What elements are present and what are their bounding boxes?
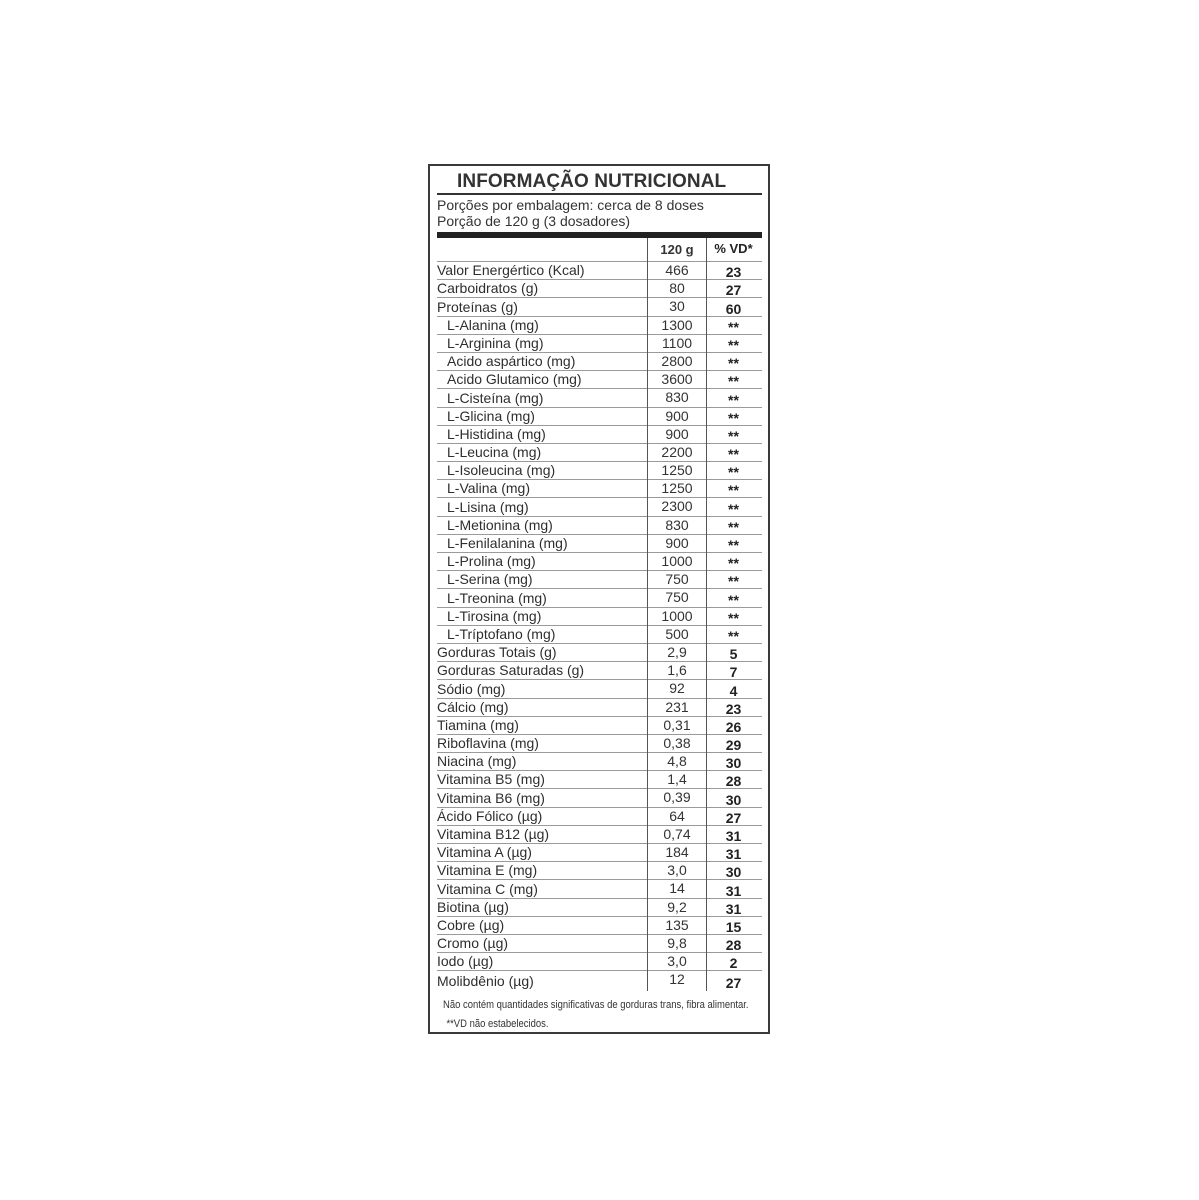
nutrient-amount: 0,31 xyxy=(647,717,707,735)
nutrient-name: L-Arginina (mg) xyxy=(447,334,544,351)
nutrient-dv: 30 xyxy=(725,791,742,808)
table-row xyxy=(437,498,762,516)
nutrient-dv: ** xyxy=(728,591,739,608)
nutrient-amount: 2200 xyxy=(647,444,707,462)
nutrient-amount: 231 xyxy=(647,699,707,717)
table-row xyxy=(437,553,762,571)
nutrient-amount: 30 xyxy=(647,298,707,316)
nutrient-amount: 3,0 xyxy=(647,953,707,971)
nutrient-amount: 1300 xyxy=(647,317,707,335)
nutrient-name: L-Fenilalanina (mg) xyxy=(447,535,568,551)
nutrient-dv: 23 xyxy=(725,264,742,281)
nutrient-amount: 900 xyxy=(647,426,707,444)
nutrient-name: L-Glicina (mg) xyxy=(447,407,535,424)
nutrient-amount: 12 xyxy=(647,971,707,990)
nutrient-name: Proteínas (g) xyxy=(437,298,518,315)
table-row xyxy=(437,444,762,462)
nutrient-dv: ** xyxy=(728,355,739,372)
nutrient-name: L-Isoleucina (mg) xyxy=(447,462,556,479)
nutrient-dv: 27 xyxy=(725,974,742,991)
nutrient-dv: 30 xyxy=(725,864,742,881)
nutrient-dv: ** xyxy=(728,336,739,353)
nutrient-amount: 0,39 xyxy=(647,789,707,807)
nutrient-amount: 92 xyxy=(647,680,707,698)
table-row xyxy=(437,935,762,953)
nutrient-name: Vitamina B12 (µg) xyxy=(437,826,550,842)
nutrient-dv: 29 xyxy=(725,737,742,754)
nutrient-amount: 184 xyxy=(647,844,707,862)
nutrition-table xyxy=(437,238,762,990)
nutrient-amount: 830 xyxy=(647,517,707,535)
table-row xyxy=(437,608,762,626)
nutrient-amount: 3,0 xyxy=(647,862,707,880)
nutrient-name: Vitamina B6 (mg) xyxy=(437,789,545,806)
nutrient-name: Cálcio (mg) xyxy=(437,698,509,715)
nutrient-amount: 0,38 xyxy=(647,735,707,753)
table-row xyxy=(437,408,762,426)
nutrient-name: L-Prolina (mg) xyxy=(447,553,536,570)
footnotes xyxy=(443,996,749,1034)
nutrient-name: Riboflavina (mg) xyxy=(437,735,539,752)
nutrient-name: Vitamina B5 (mg) xyxy=(437,771,545,788)
nutrient-amount: 1,6 xyxy=(647,662,707,680)
table-row xyxy=(437,971,762,989)
amount-column-header: 120 g xyxy=(647,238,707,262)
table-row xyxy=(437,389,762,407)
nutrient-amount: 9,2 xyxy=(647,899,707,917)
nutrient-amount: 64 xyxy=(647,808,707,826)
nutrient-dv: 27 xyxy=(725,809,742,826)
nutrient-amount: 830 xyxy=(647,389,707,407)
nutrient-name: Vitamina C (mg) xyxy=(437,880,538,897)
nutrient-dv: ** xyxy=(728,464,739,481)
serving-size: Porção de 120 g (3 dosadores) xyxy=(437,213,631,229)
nutrition-facts-panel xyxy=(428,164,770,1034)
nutrient-amount: 2800 xyxy=(647,353,707,371)
nutrient-name: L-Alanina (mg) xyxy=(447,316,539,333)
table-row xyxy=(437,862,762,880)
nutrient-dv: ** xyxy=(728,573,739,590)
nutrient-dv: ** xyxy=(728,427,739,444)
nutrient-amount: 750 xyxy=(647,571,707,589)
dv-column-header: % VD* xyxy=(714,241,753,256)
table-header-row xyxy=(437,238,762,262)
nutrient-dv: ** xyxy=(728,373,739,390)
nutrient-amount: 1,4 xyxy=(647,771,707,789)
nutrient-amount: 1250 xyxy=(647,480,707,498)
table-row xyxy=(437,353,762,371)
table-row xyxy=(437,917,762,935)
servings-per-package: Porções por embalagem: cerca de 8 doses xyxy=(437,197,704,213)
table-row xyxy=(437,808,762,826)
nutrient-amount: 500 xyxy=(647,626,707,644)
nutrient-name: L-Tirosina (mg) xyxy=(447,607,542,624)
nutrient-name: Sódio (mg) xyxy=(437,680,506,697)
table-row xyxy=(437,644,762,662)
nutrient-name: L-Cisteína (mg) xyxy=(447,389,544,406)
nutrient-name: Gorduras Saturadas (g) xyxy=(437,662,585,679)
nutrient-dv: ** xyxy=(728,609,739,626)
nutrient-dv: 31 xyxy=(725,828,742,844)
nutrient-dv: 27 xyxy=(725,282,742,299)
nutrient-name: Vitamina A (µg) xyxy=(437,844,532,861)
nutrient-dv: ** xyxy=(728,318,739,335)
table-row xyxy=(437,335,762,353)
table-row xyxy=(437,480,762,498)
table-row xyxy=(437,517,762,535)
nutrient-dv: ** xyxy=(728,391,739,408)
nutrient-name: Vitamina E (mg) xyxy=(437,862,538,879)
nutrient-amount: 9,8 xyxy=(647,935,707,953)
nutrient-amount: 14 xyxy=(647,880,707,898)
title-divider xyxy=(437,193,762,195)
nutrient-dv: ** xyxy=(728,409,739,426)
nutrient-amount: 466 xyxy=(647,262,707,280)
nutrient-name: L-Serina (mg) xyxy=(447,571,533,588)
nutrient-name: Ácido Fólico (µg) xyxy=(437,807,543,824)
panel-title: INFORMAÇÃO NUTRICIONAL xyxy=(457,171,727,192)
table-row xyxy=(437,571,762,589)
nutrient-dv: ** xyxy=(728,446,739,463)
nutrient-dv: 26 xyxy=(725,718,742,735)
nutrient-amount: 3600 xyxy=(647,371,707,389)
nutrient-dv: 4 xyxy=(729,682,738,699)
nutrient-name: L-Treonina (mg) xyxy=(447,589,547,606)
nutrient-dv: ** xyxy=(728,555,739,572)
nutrient-amount: 900 xyxy=(647,535,707,553)
nutrient-name: L-Valina (mg) xyxy=(447,480,530,497)
table-row xyxy=(437,535,762,553)
table-row xyxy=(437,753,762,771)
table-row xyxy=(437,735,762,753)
nutrient-name: L-Tríptofano (mg) xyxy=(447,625,556,642)
table-row xyxy=(437,717,762,735)
table-row xyxy=(437,317,762,335)
nutrient-amount: 1000 xyxy=(647,553,707,571)
table-row xyxy=(437,426,762,444)
nutrient-amount: 900 xyxy=(647,408,707,426)
nutrient-amount: 1250 xyxy=(647,462,707,480)
nutrient-dv: ** xyxy=(728,518,739,535)
nutrient-amount: 80 xyxy=(647,280,707,298)
nutrient-dv: 2 xyxy=(729,955,738,972)
nutrient-amount: 0,74 xyxy=(647,826,707,844)
table-row xyxy=(437,880,762,898)
nutrient-dv: 30 xyxy=(725,755,742,772)
table-row xyxy=(437,262,762,280)
table-row xyxy=(437,899,762,917)
nutrient-amount: 2,9 xyxy=(647,644,707,662)
nutrient-dv: 7 xyxy=(729,664,738,681)
nutrient-dv: ** xyxy=(728,482,739,499)
table-row xyxy=(437,844,762,862)
nutrient-amount: 750 xyxy=(647,589,707,607)
nutrient-dv: ** xyxy=(728,537,739,553)
nutrient-dv: 31 xyxy=(725,882,742,899)
table-row xyxy=(437,826,762,844)
table-row xyxy=(437,789,762,807)
nutrient-name: Iodo (µg) xyxy=(437,953,494,970)
nutrient-name: Cobre (µg) xyxy=(437,916,505,933)
nutrient-name: Acido Glutamico (mg) xyxy=(447,371,582,388)
nutrient-dv: 23 xyxy=(725,700,742,717)
nutrient-dv: 28 xyxy=(725,773,742,790)
nutrient-dv: 15 xyxy=(725,918,742,935)
nutrient-name: Molibdênio (µg) xyxy=(437,972,534,989)
nutrient-name: Cromo (µg) xyxy=(437,935,509,952)
nutrient-dv: 5 xyxy=(729,646,738,663)
nutrient-name: Acido aspártico (mg) xyxy=(447,353,576,370)
nutrient-amount: 1100 xyxy=(647,335,707,353)
nutrient-name: Carboidratos (g) xyxy=(437,280,539,297)
table-row xyxy=(437,462,762,480)
table-row xyxy=(437,280,762,298)
table-row xyxy=(437,589,762,607)
nutrient-amount: 135 xyxy=(647,917,707,935)
table-row xyxy=(437,298,762,316)
nutrient-name: Niacina (mg) xyxy=(437,753,517,770)
nutrient-dv: ** xyxy=(728,500,739,517)
nutrient-name: L-Lisina (mg) xyxy=(447,498,529,515)
nutrient-dv: 60 xyxy=(725,300,742,317)
nutrient-name: L-Leucina (mg) xyxy=(447,444,542,461)
nutrient-amount: 4,8 xyxy=(647,753,707,771)
nutrient-name: L-Metionina (mg) xyxy=(447,516,553,533)
table-row xyxy=(437,771,762,789)
nutrient-dv: 31 xyxy=(725,846,742,863)
nutrient-name: Tiamina (mg) xyxy=(437,716,519,733)
table-row xyxy=(437,699,762,717)
table-row xyxy=(437,626,762,644)
footnote-trans-fat: Não contém quantidades significativas de gorduras trans, fibra alimentar. xyxy=(443,999,749,1011)
table-row xyxy=(437,953,762,971)
table-row xyxy=(437,371,762,389)
table-row xyxy=(437,680,762,698)
nutrient-dv: 31 xyxy=(725,900,742,917)
nutrient-amount: 2300 xyxy=(647,498,707,516)
nutrient-name: L-Histidina (mg) xyxy=(447,425,546,442)
table-row xyxy=(437,662,762,680)
footnote-vd: **VD não estabelecidos. xyxy=(446,1018,549,1030)
nutrient-name: Gorduras Totais (g) xyxy=(437,644,557,661)
nutrient-amount: 1000 xyxy=(647,608,707,626)
nutrient-dv: 28 xyxy=(725,937,742,954)
nutrient-name: Valor Energértico (Kcal) xyxy=(437,262,585,279)
nutrient-dv: ** xyxy=(728,627,739,644)
nutrient-name: Biotina (µg) xyxy=(437,898,509,915)
